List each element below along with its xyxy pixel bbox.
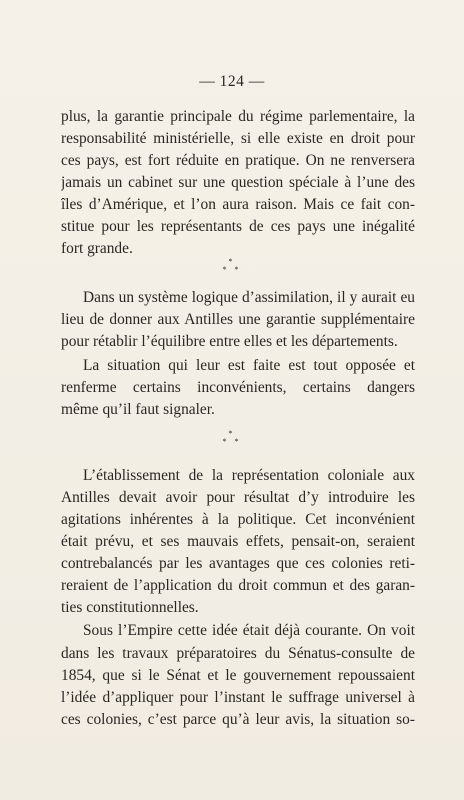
text-line: dans les travaux préparatoires du Sénatus-consulte de: [61, 645, 415, 662]
text-line: ces pays, est fort réduite en pratique. On ne renversera: [61, 152, 415, 169]
text-line: pour rétablir l’équilibre entre elles et les départements.: [61, 333, 398, 350]
text-line: Sous l’Empire cette idée était déjà courante. On voit: [83, 622, 415, 639]
text-line: l’idée d’appliquer pour l’instant le suffrage universel à: [61, 689, 415, 706]
text-line: Dans un système logique d’assimilation, il y aurait eu: [83, 289, 415, 306]
text-line: îles d’Amérique, et l’on aura raison. Mais ce fait con-: [61, 196, 415, 213]
text-line: plus, la garantie principale du régime parlementaire, la: [61, 108, 415, 125]
text-line: agitations inhérentes à la politique. Cet inconvénient: [61, 511, 415, 528]
text-line: était prévu, et ses mauvais effets, pensait-on, seraient: [61, 533, 415, 550]
text-line: même qu’il faut signaler.: [61, 401, 215, 418]
text-line: jamais un cabinet sur une question spéciale à l’une des: [61, 174, 415, 191]
text-line: responsabilité ministérielle, si elle existe en droit pour: [61, 130, 415, 147]
text-line: renferme certains inconvénients, certains dangers: [61, 379, 415, 396]
text-line: reraient de l’application du droit commun et des garan-: [61, 577, 415, 594]
section-separator: [0, 258, 464, 274]
page-number: — 124 —: [199, 73, 265, 90]
separator-bottom-stars: * *: [222, 437, 242, 446]
text-line: 1854, que si le Sénat et le gouvernement repoussaient: [61, 667, 415, 684]
separator-bottom-stars: * *: [222, 265, 242, 274]
text-line: lieu de donner aux Antilles une garantie supplémentaire: [61, 311, 415, 328]
section-separator: [0, 430, 464, 446]
text-line: contrebalancés par les avantages que ces colonies reti-: [61, 555, 415, 572]
text-line: La situation qui leur est faite est tout opposée et: [83, 357, 415, 374]
text-line: ties constitutionnelles.: [61, 599, 199, 616]
separator-top-star: *: [228, 429, 236, 438]
text-line: Antilles devait avoir pour résultat d’y introduire les: [61, 489, 415, 506]
text-line: L’établissement de la représentation coloniale aux: [83, 467, 415, 484]
text-line: stitue pour les représentants de ces pays une inégalité: [61, 218, 415, 235]
text-line: fort grande.: [61, 240, 133, 257]
text-line: ces colonies, c’est parce qu’à leur avis, la situation so-: [61, 711, 415, 728]
separator-top-star: *: [228, 257, 236, 266]
